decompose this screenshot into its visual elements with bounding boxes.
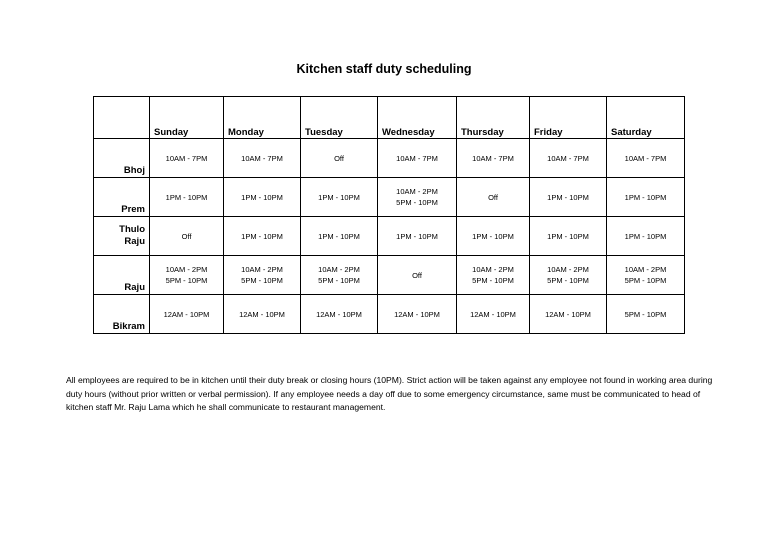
- shift-cell: [607, 295, 685, 334]
- shift-time: 1PM - 10PM: [241, 192, 283, 202]
- shift-time: Off: [334, 153, 344, 163]
- shift-cell: [457, 178, 530, 217]
- shift-time: 10AM - 7PM: [472, 153, 514, 163]
- shift-cell: [224, 295, 301, 334]
- corner-cell: [94, 97, 150, 139]
- staff-name: [94, 295, 150, 334]
- shift-cell: [150, 256, 224, 295]
- shift-time: 1PM - 10PM: [241, 231, 283, 241]
- shift-time: 12AM - 10PM: [163, 309, 210, 319]
- table-row: [94, 295, 685, 334]
- duty-schedule-table: [93, 96, 685, 334]
- shift-cell: [301, 256, 378, 295]
- shift-cell: [378, 217, 457, 256]
- shift-time: 10AM - 7PM: [624, 153, 667, 163]
- staff-name-line: Bikram: [112, 321, 145, 332]
- shift-cell: [457, 139, 530, 178]
- shift-cell: [378, 178, 457, 217]
- shift-time: 10AM - 7PM: [396, 153, 438, 163]
- staff-name: [94, 217, 150, 256]
- table-row: [94, 217, 685, 256]
- shift-cell: [530, 139, 607, 178]
- shift-cell: [150, 295, 224, 334]
- day-header-thursday: Thursday: [457, 97, 530, 139]
- shift-cell: [530, 256, 607, 295]
- shift-time: 1PM - 10PM: [165, 192, 208, 202]
- shift-cell: [301, 295, 378, 334]
- shift-time: 1PM - 10PM: [396, 231, 438, 241]
- shift-time: 5PM - 10PM: [241, 276, 283, 285]
- shift-time: 5PM - 10PM: [318, 276, 360, 285]
- shift-cell: [530, 295, 607, 334]
- shift-time: 10AM - 7PM: [241, 153, 283, 163]
- shift-time: 10AM - 2PM: [624, 265, 667, 274]
- shift-cell: [224, 256, 301, 295]
- shift-cell: [607, 139, 685, 178]
- table-row: [94, 139, 685, 178]
- staff-name-line: Prem: [121, 204, 145, 215]
- shift-time: 10AM - 2PM: [318, 265, 360, 274]
- staff-name-line: Raju: [124, 236, 145, 247]
- table-row: [94, 178, 685, 217]
- shift-time: 10AM - 2PM: [547, 265, 589, 274]
- shift-cell: [607, 256, 685, 295]
- shift-time: 5PM - 10PM: [624, 276, 667, 285]
- shift-time: Off: [181, 231, 192, 241]
- policy-note: All employees are required to be in kitchen until their duty break or closing hours (10PM). Strict action will be taken against any employee not found in working area during duty hours (without prior written or verbal permission). If any employee needs a day off due to some emergency circumstance, same must be communicated to head of kitchen staff Mr. Raju Lama which he shall communicate to restaurant management.: [66, 375, 713, 412]
- shift-cell: [378, 256, 457, 295]
- shift-time: 5PM - 10PM: [396, 198, 438, 207]
- shift-cell: [150, 139, 224, 178]
- staff-name: [94, 178, 150, 217]
- shift-cell: [301, 217, 378, 256]
- shift-cell: [224, 217, 301, 256]
- shift-time: 1PM - 10PM: [624, 192, 667, 202]
- shift-time: 10AM - 7PM: [165, 153, 208, 163]
- day-header-wednesday: Wednesday: [378, 97, 457, 139]
- shift-time: 12AM - 10PM: [545, 309, 591, 319]
- document-title: Kitchen staff duty scheduling: [296, 62, 472, 76]
- shift-time: 1PM - 10PM: [547, 231, 589, 241]
- shift-time: 12AM - 10PM: [239, 309, 285, 319]
- shift-cell: [150, 217, 224, 256]
- shift-cell: [457, 295, 530, 334]
- shift-cell: [457, 256, 530, 295]
- shift-time: 12AM - 10PM: [394, 309, 440, 319]
- shift-time: 5PM - 10PM: [165, 276, 208, 285]
- shift-cell: [224, 178, 301, 217]
- staff-name: [94, 139, 150, 178]
- shift-time: 10AM - 2PM: [396, 187, 438, 196]
- shift-cell: [301, 178, 378, 217]
- shift-cell: [150, 178, 224, 217]
- shift-time: Off: [488, 192, 498, 202]
- shift-time: 12AM - 10PM: [316, 309, 362, 319]
- shift-time: 10AM - 2PM: [472, 265, 514, 274]
- staff-name-line: Thulo: [119, 224, 145, 235]
- table-row: [94, 256, 685, 295]
- shift-cell: [457, 217, 530, 256]
- day-header-sunday: Sunday: [150, 97, 224, 139]
- day-header-saturday: Saturday: [607, 97, 685, 139]
- staff-name-line: Bhoj: [123, 165, 145, 176]
- shift-time: 5PM - 10PM: [472, 276, 514, 285]
- shift-time: 5PM - 10PM: [624, 309, 667, 319]
- shift-cell: [378, 295, 457, 334]
- shift-time: 10AM - 2PM: [241, 265, 283, 274]
- day-header-friday: Friday: [530, 97, 607, 139]
- shift-cell: [301, 139, 378, 178]
- staff-name: [94, 256, 150, 295]
- day-header-tuesday: Tuesday: [301, 97, 378, 139]
- shift-time: 1PM - 10PM: [318, 231, 360, 241]
- shift-time: 1PM - 10PM: [624, 231, 667, 241]
- shift-cell: [530, 217, 607, 256]
- shift-cell: [378, 139, 457, 178]
- shift-cell: [607, 217, 685, 256]
- staff-name-line: Raju: [124, 282, 145, 293]
- shift-cell: [607, 178, 685, 217]
- shift-time: 1PM - 10PM: [318, 192, 360, 202]
- shift-time: Off: [412, 270, 422, 280]
- shift-time: 5PM - 10PM: [547, 276, 589, 285]
- shift-time: 1PM - 10PM: [472, 231, 514, 241]
- shift-cell: [530, 178, 607, 217]
- shift-time: 10AM - 2PM: [165, 265, 208, 274]
- day-header-monday: Monday: [224, 97, 301, 139]
- shift-time: 1PM - 10PM: [547, 192, 589, 202]
- header-row: [94, 97, 685, 139]
- shift-cell: [224, 139, 301, 178]
- shift-time: 10AM - 7PM: [547, 153, 589, 163]
- shift-time: 12AM - 10PM: [470, 309, 516, 319]
